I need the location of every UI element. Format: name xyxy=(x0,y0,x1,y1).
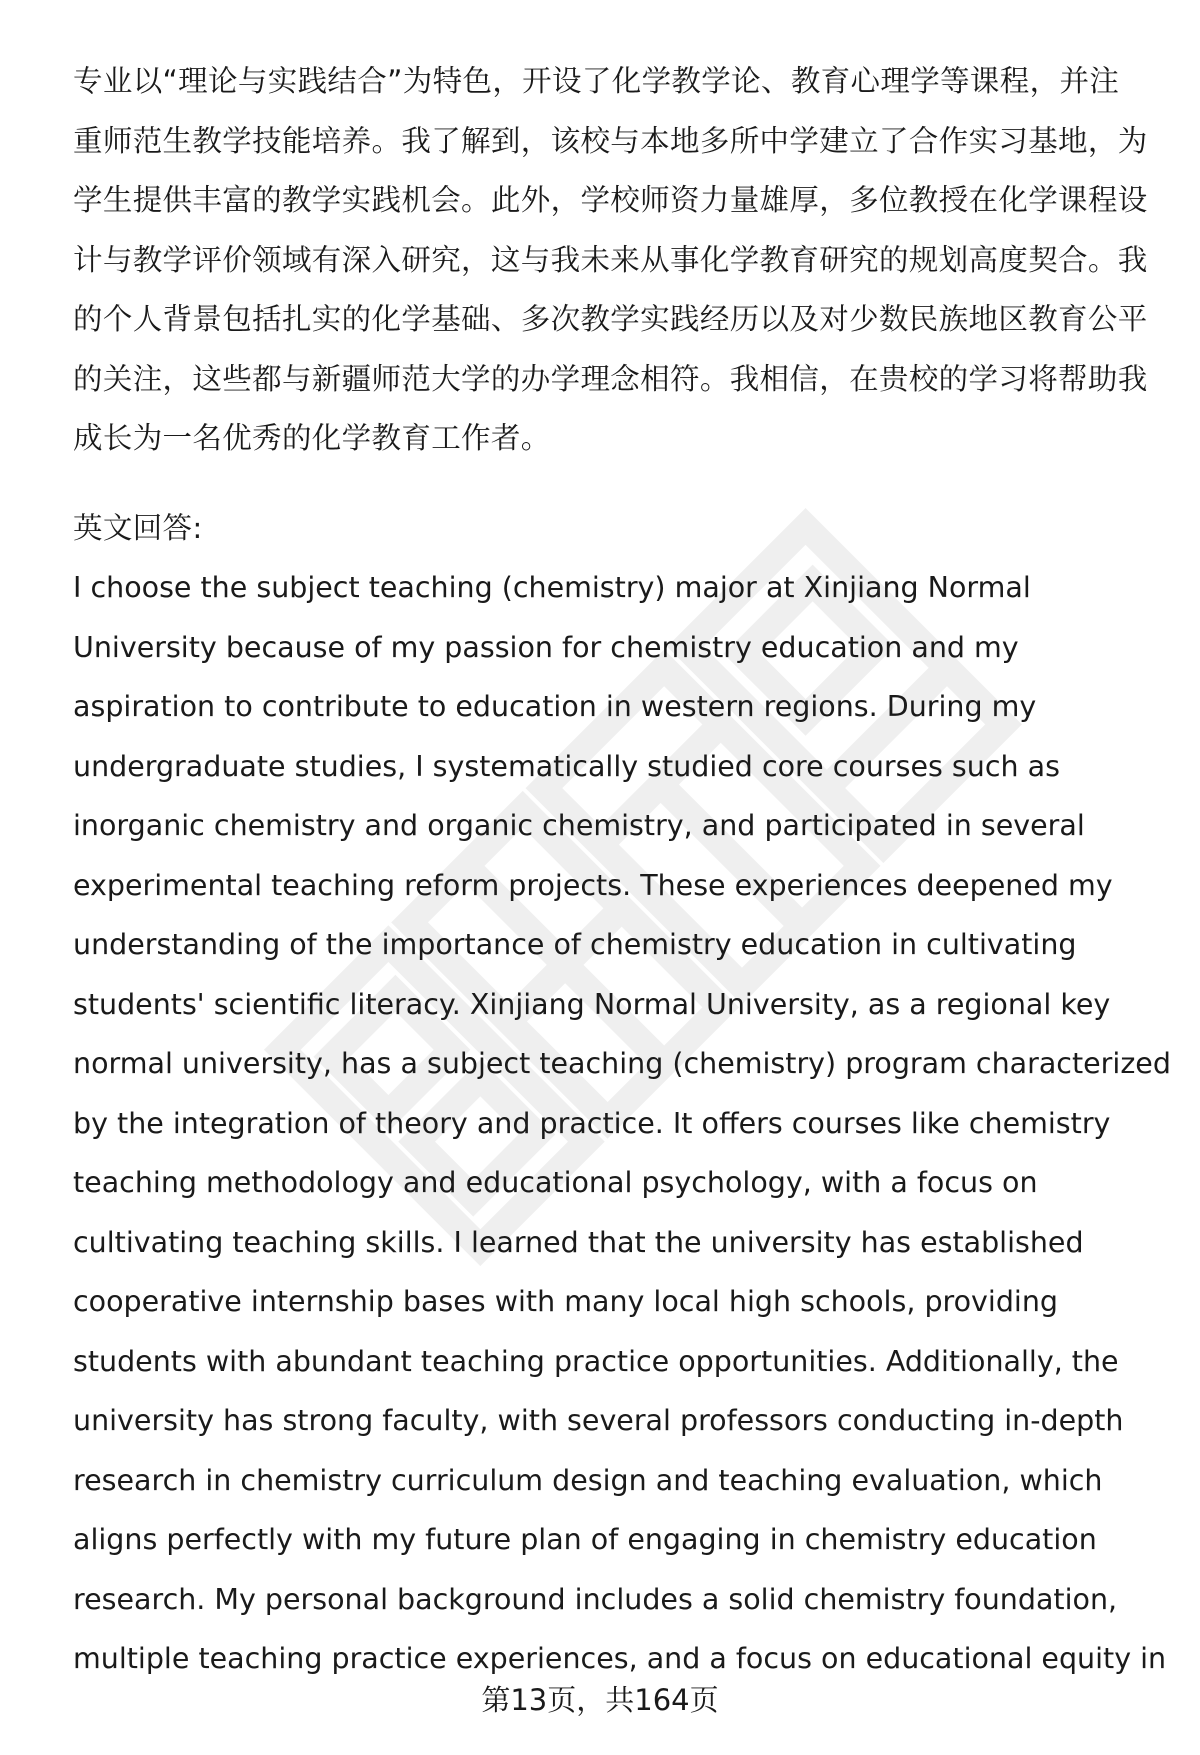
chinese-answer-line: 重师范生教学技能培养。我了解到，该校与本地多所中学建立了合作实习基地，为 xyxy=(73,123,1148,158)
english-answer-line: normal university, has a subject teaching (chemistry) program characterized xyxy=(73,1047,1171,1080)
english-answer-line: research in chemistry curriculum design and teaching evaluation, which xyxy=(73,1463,1103,1497)
english-answer-line: university has strong faculty, with several professors conducting in-depth xyxy=(73,1404,1124,1437)
english-answer-line: students with abundant teaching practice opportunities. Additionally, the xyxy=(73,1344,1119,1378)
english-answer-line: research. My personal background includes a solid chemistry foundation, xyxy=(73,1582,1118,1616)
english-answer-line: students' scientific literacy. Xinjiang Normal University, as a regional key xyxy=(73,987,1111,1021)
english-answer-line: aspiration to contribute to education in western regions. During my xyxy=(73,690,1037,723)
english-answer-line: understanding of the importance of chemistry education in cultivating xyxy=(73,928,1077,961)
english-answer-line: aligns perfectly with my future plan of engaging in chemistry education xyxy=(73,1523,1097,1556)
english-answer-line: cooperative internship bases with many local high schools, providing xyxy=(73,1285,1059,1318)
answer-content xyxy=(73,52,1171,1689)
english-answer-line: inorganic chemistry and organic chemistry, and participated in several xyxy=(73,809,1085,842)
english-answer-heading: 英文回答: xyxy=(73,510,203,545)
english-answer-line: teaching methodology and educational psychology, with a focus on xyxy=(73,1166,1038,1199)
chinese-answer-line: 计与教学评价领域有深入研究，这与我未来从事化学教育研究的规划高度契合。我 xyxy=(73,242,1148,277)
english-answer-line: undergraduate studies, I systematically studied core courses such as xyxy=(73,749,1060,783)
english-answer-line: by the integration of theory and practice. It offers courses like chemistry xyxy=(73,1106,1111,1140)
chinese-answer-line: 学生提供丰富的教学实践机会。此外，学校师资力量雄厚，多位教授在化学课程设 xyxy=(73,183,1148,217)
english-answer-line: cultivating teaching skills. I learned that the university has established xyxy=(73,1225,1084,1259)
english-answer-line: multiple teaching practice experiences, and a focus on educational equity in xyxy=(73,1642,1167,1675)
chinese-answer-line: 成长为一名优秀的化学教育工作者。 xyxy=(73,421,551,455)
english-answer-line: University because of my passion for chemistry education and my xyxy=(73,630,1019,664)
english-answer-line: I choose the subject teaching (chemistry) major at Xinjiang Normal xyxy=(73,571,1031,604)
chinese-answer-line: 的关注，这些都与新疆师范大学的办学理念相符。我相信，在贵校的学习将帮助我 xyxy=(73,361,1148,396)
paragraph-gap xyxy=(73,469,1153,499)
chinese-answer-line: 专业以“理论与实践结合”为特色，开设了化学教学论、教育心理学等课程，并注 xyxy=(73,64,1120,98)
english-answer-line: experimental teaching reform projects. These experiences deepened my xyxy=(73,868,1113,902)
chinese-answer-line: 的个人背景包括扎实的化学基础、多次教学实践经历以及对少数民族地区教育公平 xyxy=(73,302,1148,336)
page-number-footer: 第13页，共164页 xyxy=(481,1683,719,1717)
